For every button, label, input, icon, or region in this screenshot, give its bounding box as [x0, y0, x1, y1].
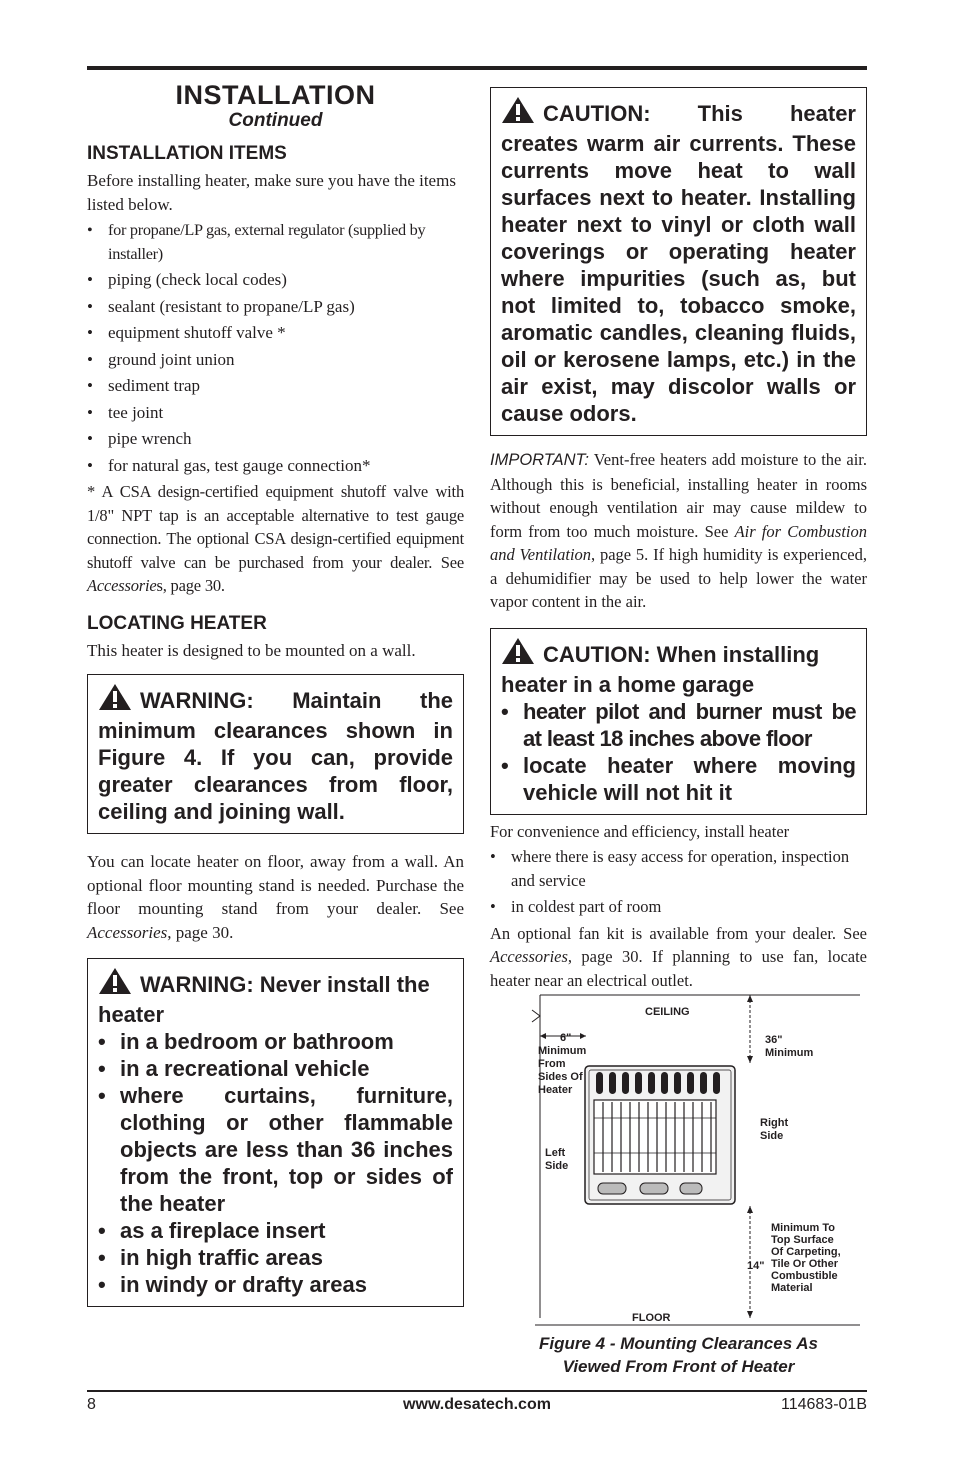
- caution-currents-box: [490, 87, 867, 436]
- list-item: • ground joint union: [87, 348, 464, 372]
- bottom-note-line: Material: [771, 1282, 813, 1294]
- warning-triangle-icon: [98, 967, 132, 1001]
- wall-break-icon: [532, 1010, 540, 1022]
- bottom-note-line: Top Surface: [771, 1234, 834, 1246]
- right-column: [490, 87, 867, 992]
- important-text: Vent-free heaters add moisture to the air. Although this is beneficial, installing heater in rooms without enough ventilation air may cause mildew to form from too much moisture. See: [490, 450, 867, 541]
- fan-text: An optional fan kit is available from your dealer. See: [490, 923, 867, 943]
- heater-bottom-vents: [598, 1183, 702, 1194]
- fan-paragraph: [490, 922, 867, 993]
- arrow-right-icon: [580, 1033, 586, 1039]
- list-item: • in high traffic areas: [98, 1244, 453, 1271]
- caution-garage-list: [501, 698, 856, 806]
- arrow-down-icon: [747, 1311, 753, 1318]
- warning-clearances-text: [98, 683, 453, 825]
- list-item: • pipe wrench: [87, 427, 464, 451]
- bottom-note-line: Tile Or Other: [771, 1258, 839, 1270]
- caution-currents-text: [501, 96, 856, 427]
- left-column: [87, 80, 464, 1307]
- caution-currents-label: CAUTION: This heater creates warm air currents. These currents move heat to wall surfaces next to heater. Installing heater next to vinyl or cloth wall coverings or operating heater where impurities (such as, but not limited to, tobacco smoke, aromatic candles, cleaning fluids, oil or kerosene lamps, etc.) in the air exist, may discolor walls or cause odors.: [501, 101, 856, 426]
- list-item: • in coldest part of room: [490, 895, 867, 919]
- list-item: • heater pilot and burner must be at least 18 inches above floor: [501, 698, 856, 752]
- figure-caption-line: Viewed From Front of Heater: [562, 1357, 795, 1376]
- warning-never-install-box: [87, 958, 464, 1307]
- right-side-label: Right: [760, 1117, 789, 1129]
- list-item: • locate heater where moving vehicle will not hit it: [501, 752, 856, 806]
- caution-garage-heading: [501, 637, 856, 698]
- section-title: INSTALLATION: [175, 80, 376, 110]
- document-number: 114683-01B: [781, 1396, 867, 1413]
- side-note-line: Sides Of: [538, 1071, 583, 1083]
- footnote-text: * A CSA design-certified equipment shutoff valve with 1/8" NPT tap is an acceptable alternative to test gauge connection. The optional CSA design-certified equipment shutoff valve can be purchased from your dealer. See: [87, 482, 464, 572]
- bottom-clearance-value: 14": [747, 1260, 765, 1272]
- important-tail: , page 5. If high humidity is experienced, a dehumidifier may be used to help lower the water vapor content in the air.: [490, 545, 867, 611]
- section-subtitle: Continued: [228, 110, 323, 131]
- warning-never-heading: [98, 967, 453, 1028]
- figure-caption-line: Figure 4 - Mounting Clearances As: [539, 1334, 818, 1353]
- list-item: • where there is easy access for operation, inspection and service: [490, 845, 867, 892]
- arrow-up-icon: [747, 995, 753, 1002]
- bottom-note-line: Minimum To: [771, 1222, 835, 1234]
- locating-heater-intro: This heater is designed to be mounted on a wall.: [87, 640, 416, 660]
- side-clearance-value: 6": [560, 1032, 572, 1044]
- floor-paragraph: [87, 850, 464, 944]
- top-clearance-value: 36": [765, 1034, 783, 1046]
- list-item: • where curtains, furniture, clothing or other flammable objects are less than 36 inches from the front, top or sides of the heater: [98, 1082, 453, 1217]
- warning-never-list: [98, 1028, 453, 1298]
- heater-illustration: [585, 1066, 735, 1204]
- list-item: • for natural gas, test gauge connection*: [87, 454, 464, 478]
- accessories-reference: Accessorie: [87, 576, 157, 595]
- list-item: • piping (check local codes): [87, 268, 464, 292]
- side-note-line: From: [538, 1058, 566, 1070]
- page-number: 8: [87, 1396, 96, 1413]
- left-side-label: Side: [545, 1160, 569, 1172]
- top-rule: [87, 66, 867, 70]
- installation-items-heading: INSTALLATION ITEMS: [87, 143, 287, 164]
- warning-clearances-label: WARNING: Maintain the minimum clearances shown in Figure 4. If you can, provide greater clearances from floor, ceiling and joining wall.: [98, 688, 453, 824]
- warning-never-label: WARNING: Never install the heater: [98, 972, 430, 1027]
- floor-paragraph-tail: , page 30.: [167, 922, 234, 942]
- warning-clearances-box: [87, 674, 464, 834]
- list-item: • for propane/LP gas, external regulator (supplied by installer): [87, 218, 464, 265]
- warning-triangle-icon: [501, 637, 535, 671]
- footnote-tail: s, page 30.: [156, 576, 225, 595]
- top-clearance-note: Minimum: [765, 1047, 814, 1059]
- ceiling-label: CEILING: [645, 1006, 690, 1018]
- mounting-clearances-diagram: [490, 988, 867, 1333]
- figure-caption: [490, 1332, 867, 1378]
- fan-tail: , page 30. If planning to use fan, locate heater near an electrical outlet.: [490, 947, 867, 990]
- important-paragraph: [490, 448, 867, 614]
- list-item: • in windy or drafty areas: [98, 1271, 453, 1298]
- important-label: IMPORTANT:: [490, 451, 589, 469]
- side-note-line: Minimum: [538, 1045, 587, 1057]
- side-note-line: Heater: [538, 1084, 573, 1096]
- bottom-rule: [87, 1390, 867, 1392]
- list-item: • as a fireplace insert: [98, 1217, 453, 1244]
- website-link[interactable]: www.desatech.com: [403, 1396, 551, 1413]
- arrow-left-icon: [540, 1033, 546, 1039]
- warning-triangle-icon: [98, 683, 132, 717]
- ventilation-reference: Air for Combustion and Ventilation: [490, 521, 867, 564]
- list-item: • sediment trap: [87, 374, 464, 398]
- list-item: • sealant (resistant to propane/LP gas): [87, 295, 464, 319]
- right-side-label: Side: [760, 1130, 784, 1142]
- convenience-intro: For convenience and efficiency, install heater: [490, 821, 790, 841]
- list-item: • equipment shutoff valve *: [87, 321, 464, 345]
- installation-items-list: [87, 218, 464, 477]
- arrow-down-icon: [747, 1056, 753, 1063]
- accessories-reference: Accessories: [490, 947, 568, 966]
- list-item: • in a bedroom or bathroom: [98, 1028, 453, 1055]
- caution-garage-box: [490, 628, 867, 815]
- installation-items-intro: Before installing heater, make sure you have the items listed below.: [87, 171, 456, 214]
- bottom-note-line: Of Carpeting,: [771, 1246, 841, 1258]
- caution-garage-label: CAUTION: When installing heater in a home garage: [501, 641, 820, 697]
- left-side-label: Left: [545, 1147, 566, 1159]
- footnote: [87, 480, 464, 598]
- warning-triangle-icon: [501, 96, 535, 130]
- floor-label: FLOOR: [632, 1312, 671, 1324]
- bottom-note-line: Combustible: [771, 1270, 838, 1282]
- convenience-list: [490, 845, 867, 919]
- accessories-reference: Accessories: [87, 922, 168, 942]
- floor-paragraph-text: You can locate heater on floor, away from a wall. An optional floor mounting stand is needed. Purchase the floor mounting stand from your dealer. See: [87, 852, 464, 918]
- list-item: • in a recreational vehicle: [98, 1055, 453, 1082]
- arrow-up-icon: [747, 1206, 753, 1213]
- list-item: • tee joint: [87, 401, 464, 425]
- locating-heater-heading: LOCATING HEATER: [87, 612, 267, 634]
